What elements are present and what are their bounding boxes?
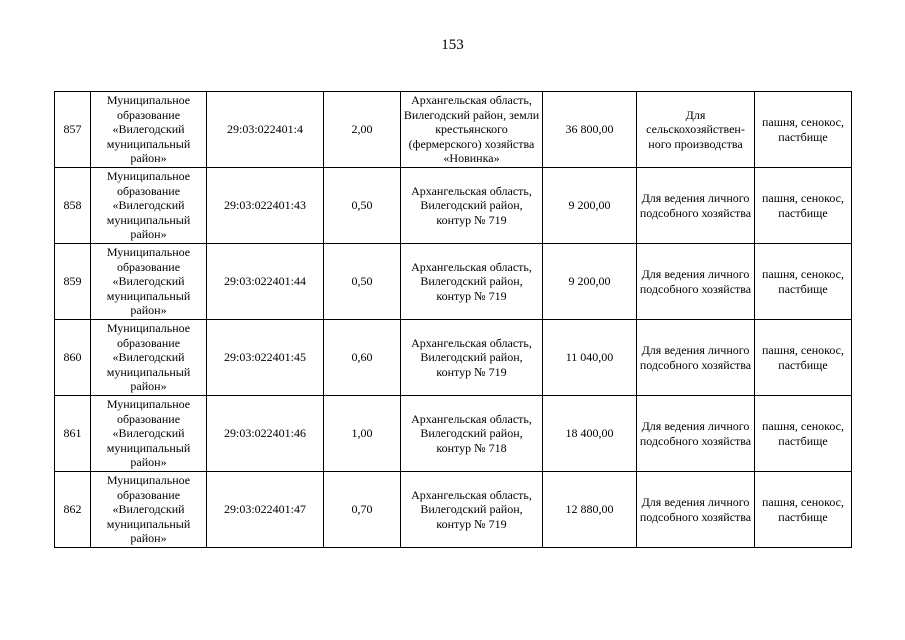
table-row	[55, 320, 852, 396]
location-cell: Архангельская область, Вилегодский район, контур № 719	[401, 168, 543, 244]
area-cell: 2,00	[324, 92, 401, 168]
permitted-use-cell: Для ведения личного подсобного хозяйства	[637, 396, 755, 472]
land-type-cell: пашня, сенокос, пастбище	[755, 244, 852, 320]
area-cell: 0,70	[324, 472, 401, 548]
cadastral-value-cell: 9 200,00	[543, 244, 637, 320]
row-number: 861	[55, 396, 91, 472]
area-cell: 0,50	[324, 244, 401, 320]
permitted-use-cell: Для ведения личного подсобного хозяйства	[637, 320, 755, 396]
area-cell: 1,00	[324, 396, 401, 472]
area-cell: 0,60	[324, 320, 401, 396]
land-type-cell: пашня, сенокос, пастбище	[755, 92, 852, 168]
cadastral-number-cell: 29:03:022401:43	[207, 168, 324, 244]
row-number: 859	[55, 244, 91, 320]
location-cell: Архангельская область, Вилегодский район, контур № 719	[401, 472, 543, 548]
location-cell: Архангельская область, Вилегодский район, земли крестьянского (фермерского) хозяйства «Новинка»	[401, 92, 543, 168]
cadastral-number-cell: 29:03:022401:4	[207, 92, 324, 168]
table-row	[55, 396, 852, 472]
owner-cell: Муниципальное образование «Вилегодский муниципальный район»	[91, 320, 207, 396]
owner-cell: Муниципальное образование «Вилегодский муниципальный район»	[91, 244, 207, 320]
cadastral-value-cell: 18 400,00	[543, 396, 637, 472]
row-number: 857	[55, 92, 91, 168]
owner-cell: Муниципальное образование «Вилегодский муниципальный район»	[91, 168, 207, 244]
table-row	[55, 244, 852, 320]
location-cell: Архангельская область, Вилегодский район, контур № 719	[401, 244, 543, 320]
table-row	[55, 168, 852, 244]
area-cell: 0,50	[324, 168, 401, 244]
permitted-use-cell: Для ведения личного подсобного хозяйства	[637, 168, 755, 244]
owner-cell: Муниципальное образование «Вилегодский муниципальный район»	[91, 396, 207, 472]
permitted-use-cell: Для сельскохозяйствен-ного производства	[637, 92, 755, 168]
cadastral-value-cell: 36 800,00	[543, 92, 637, 168]
row-number: 862	[55, 472, 91, 548]
owner-cell: Муниципальное образование «Вилегодский муниципальный район»	[91, 92, 207, 168]
permitted-use-cell: Для ведения личного подсобного хозяйства	[637, 472, 755, 548]
cadastral-number-cell: 29:03:022401:44	[207, 244, 324, 320]
table-row	[55, 472, 852, 548]
cadastral-value-cell: 9 200,00	[543, 168, 637, 244]
land-type-cell: пашня, сенокос, пастбище	[755, 168, 852, 244]
row-number: 860	[55, 320, 91, 396]
page-number: 153	[441, 37, 464, 53]
table-row	[55, 92, 852, 168]
land-type-cell: пашня, сенокос, пастбище	[755, 396, 852, 472]
cadastral-value-cell: 12 880,00	[543, 472, 637, 548]
land-type-cell: пашня, сенокос, пастбище	[755, 472, 852, 548]
cadastral-number-cell: 29:03:022401:47	[207, 472, 324, 548]
land-type-cell: пашня, сенокос, пастбище	[755, 320, 852, 396]
permitted-use-cell: Для ведения личного подсобного хозяйства	[637, 244, 755, 320]
cadastral-value-cell: 11 040,00	[543, 320, 637, 396]
owner-cell: Муниципальное образование «Вилегодский муниципальный район»	[91, 472, 207, 548]
row-number: 858	[55, 168, 91, 244]
location-cell: Архангельская область, Вилегодский район, контур № 718	[401, 396, 543, 472]
land-plots-table	[54, 91, 852, 548]
cadastral-number-cell: 29:03:022401:46	[207, 396, 324, 472]
location-cell: Архангельская область, Вилегодский район, контур № 719	[401, 320, 543, 396]
cadastral-number-cell: 29:03:022401:45	[207, 320, 324, 396]
